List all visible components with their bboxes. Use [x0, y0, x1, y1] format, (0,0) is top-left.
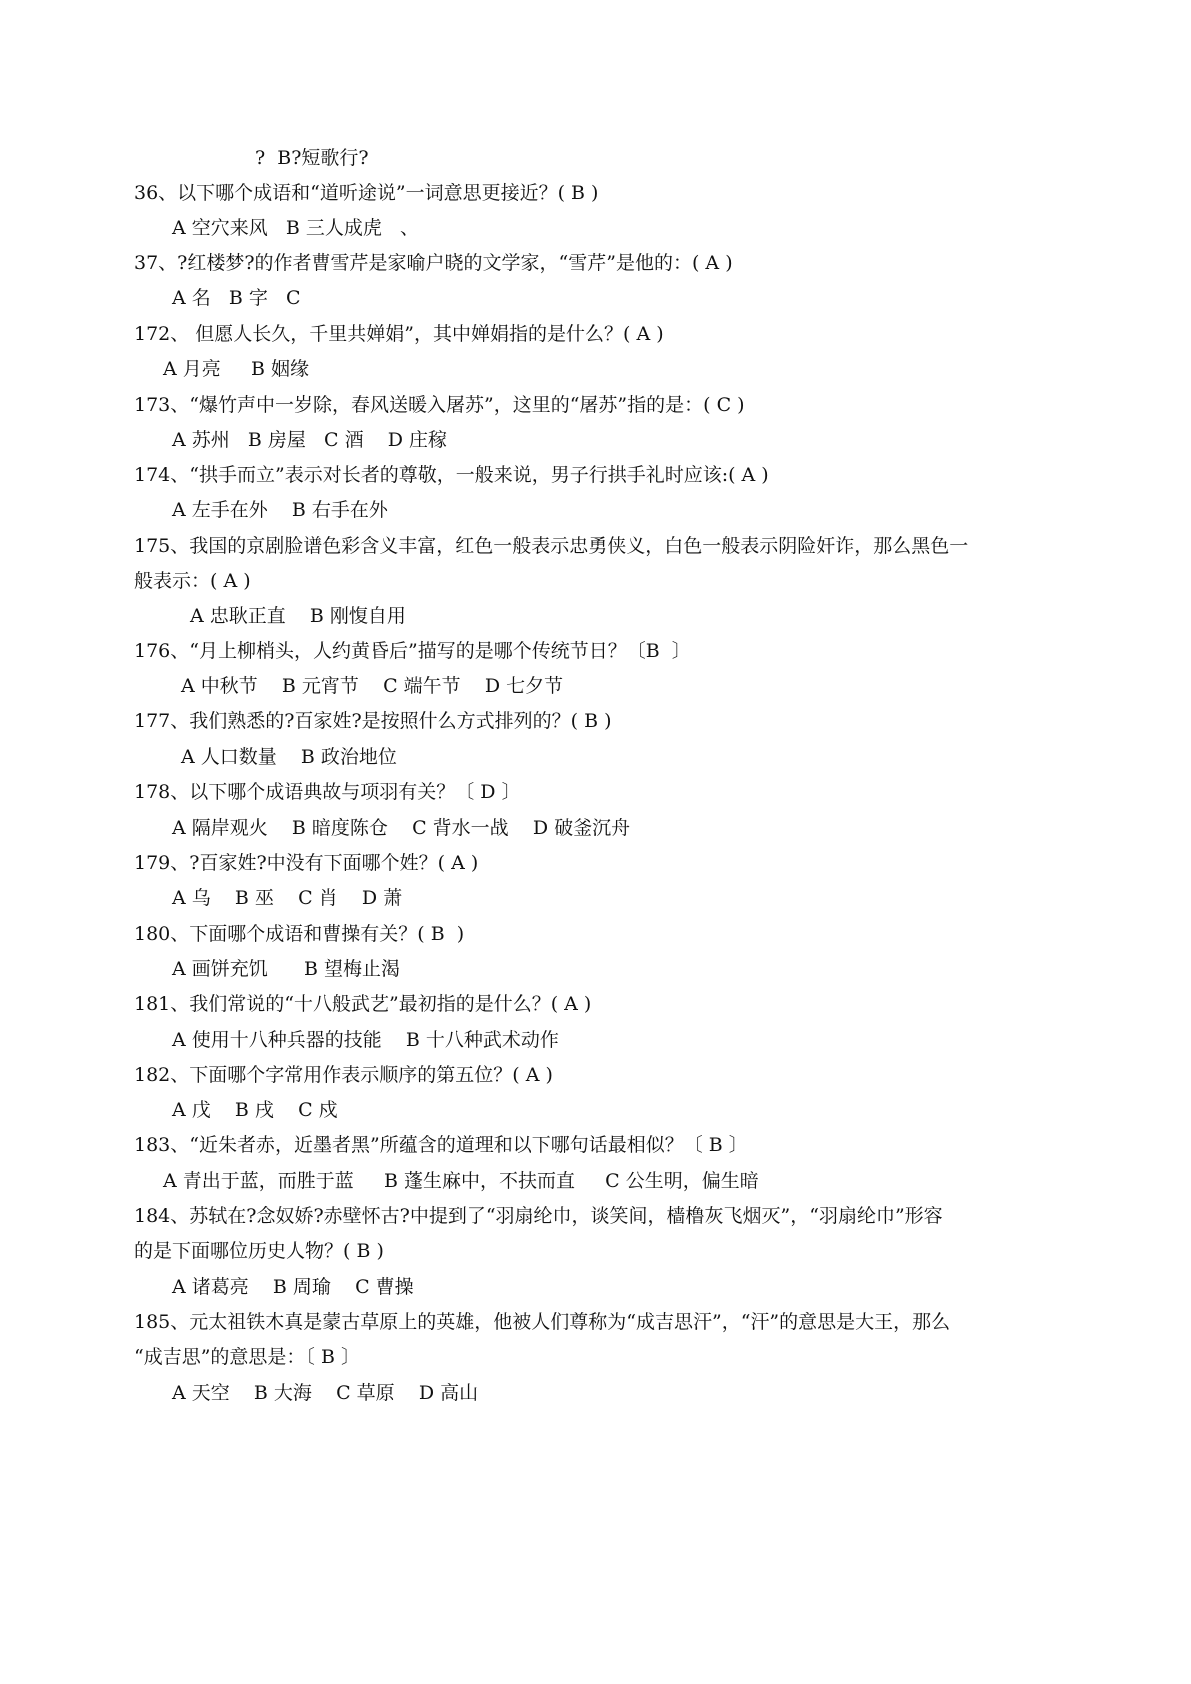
options-174: A 左手在外 B 右手在外: [172, 499, 388, 521]
question-184: 184、苏轼在?念奴娇?赤壁怀古?中提到了“羽扇纶巾，谈笑间，樯橹灰飞烟灭”，“羽扇纶巾”形容: [134, 1205, 943, 1227]
question-176: 176、“月上柳梢头，人约黄昏后”描写的是哪个传统节日？〔B 〕: [134, 640, 691, 662]
options-37: A 名 B 字 C: [172, 287, 301, 309]
options-36: A 空穴来风 B 三人成虎 、: [172, 217, 420, 239]
question-36: 36、以下哪个成语和“道听途说”一词意思更接近？( B ): [134, 182, 599, 204]
question-182: 182、下面哪个字常用作表示顺序的第五位？( A ): [134, 1064, 553, 1086]
question-172: 172、 但愿人长久，千里共婵娟”，其中婵娟指的是什么？( A ): [134, 323, 664, 345]
question-185: 185、元太祖铁木真是蒙古草原上的英雄，他被人们尊称为“成吉思汗”，“汗”的意思是大王，那么: [134, 1311, 951, 1333]
question-185-continued: “成吉思”的意思是：〔 B 〕: [134, 1346, 360, 1368]
options-177: A 人口数量 B 政治地位: [181, 746, 397, 768]
question-173: 173、“爆竹声中一岁除，春风送暖入屠苏”，这里的“屠苏”指的是：( C ): [134, 394, 745, 416]
options-176: A 中秋节 B 元宵节 C 端午节 D 七夕节: [181, 675, 564, 697]
options-173: A 苏州 B 房屋 C 酒 D 庄稼: [172, 429, 448, 451]
question-177: 177、我们熟悉的?百家姓?是按照什么方式排列的？( B ): [134, 710, 612, 732]
question-184-continued: 的是下面哪位历史人物？( B ): [134, 1240, 384, 1262]
options-178: A 隔岸观火 B 暗度陈仓 C 背水一战 D 破釜沉舟: [172, 817, 631, 839]
question-180: 180、下面哪个成语和曹操有关？( B ): [134, 923, 465, 945]
options-181: A 使用十八种兵器的技能 B 十八种武术动作: [172, 1029, 559, 1051]
question-181: 181、我们常说的“十八般武艺”最初指的是什么？( A ): [134, 993, 592, 1015]
options-183: A 青出于蓝，而胜于蓝 B 蓬生麻中，不扶而直 C 公生明，偏生暗: [163, 1170, 759, 1192]
question-175: 175、我国的京剧脸谱色彩含义丰富，红色一般表示忠勇侠义，白色一般表示阴险奸诈，那么黑色一: [134, 535, 969, 557]
options-175: A 忠耿正直 B 刚愎自用: [190, 605, 406, 627]
options-182: A 戊 B 戌 C 戍: [172, 1099, 338, 1121]
options-185: A 天空 B 大海 C 草原 D 高山: [172, 1382, 479, 1404]
text-line-1: ? B?短歌行?: [255, 147, 369, 169]
options-184: A 诸葛亮 B 周瑜 C 曹操: [172, 1276, 414, 1298]
options-172: A 月亮 B 姻缘: [163, 358, 309, 380]
question-178: 178、以下哪个成语典故与项羽有关？〔 D 〕: [134, 781, 521, 803]
options-179: A 乌 B 巫 C 肖 D 萧: [172, 887, 403, 909]
question-183: 183、“近朱者赤，近墨者黑”所蕴含的道理和以下哪句话最相似？〔 B 〕: [134, 1134, 748, 1156]
question-174: 174、“拱手而立”表示对长者的尊敬，一般来说，男子行拱手礼时应该:( A ): [134, 464, 769, 486]
question-37: 37、?红楼梦?的作者曹雪芹是家喻户晓的文学家，“雪芹”是他的：( A ): [134, 252, 733, 274]
question-179: 179、?百家姓?中没有下面哪个姓？( A ): [134, 852, 479, 874]
options-180: A 画饼充饥 B 望梅止渴: [172, 958, 401, 980]
question-175-continued: 般表示：( A ): [134, 570, 251, 592]
